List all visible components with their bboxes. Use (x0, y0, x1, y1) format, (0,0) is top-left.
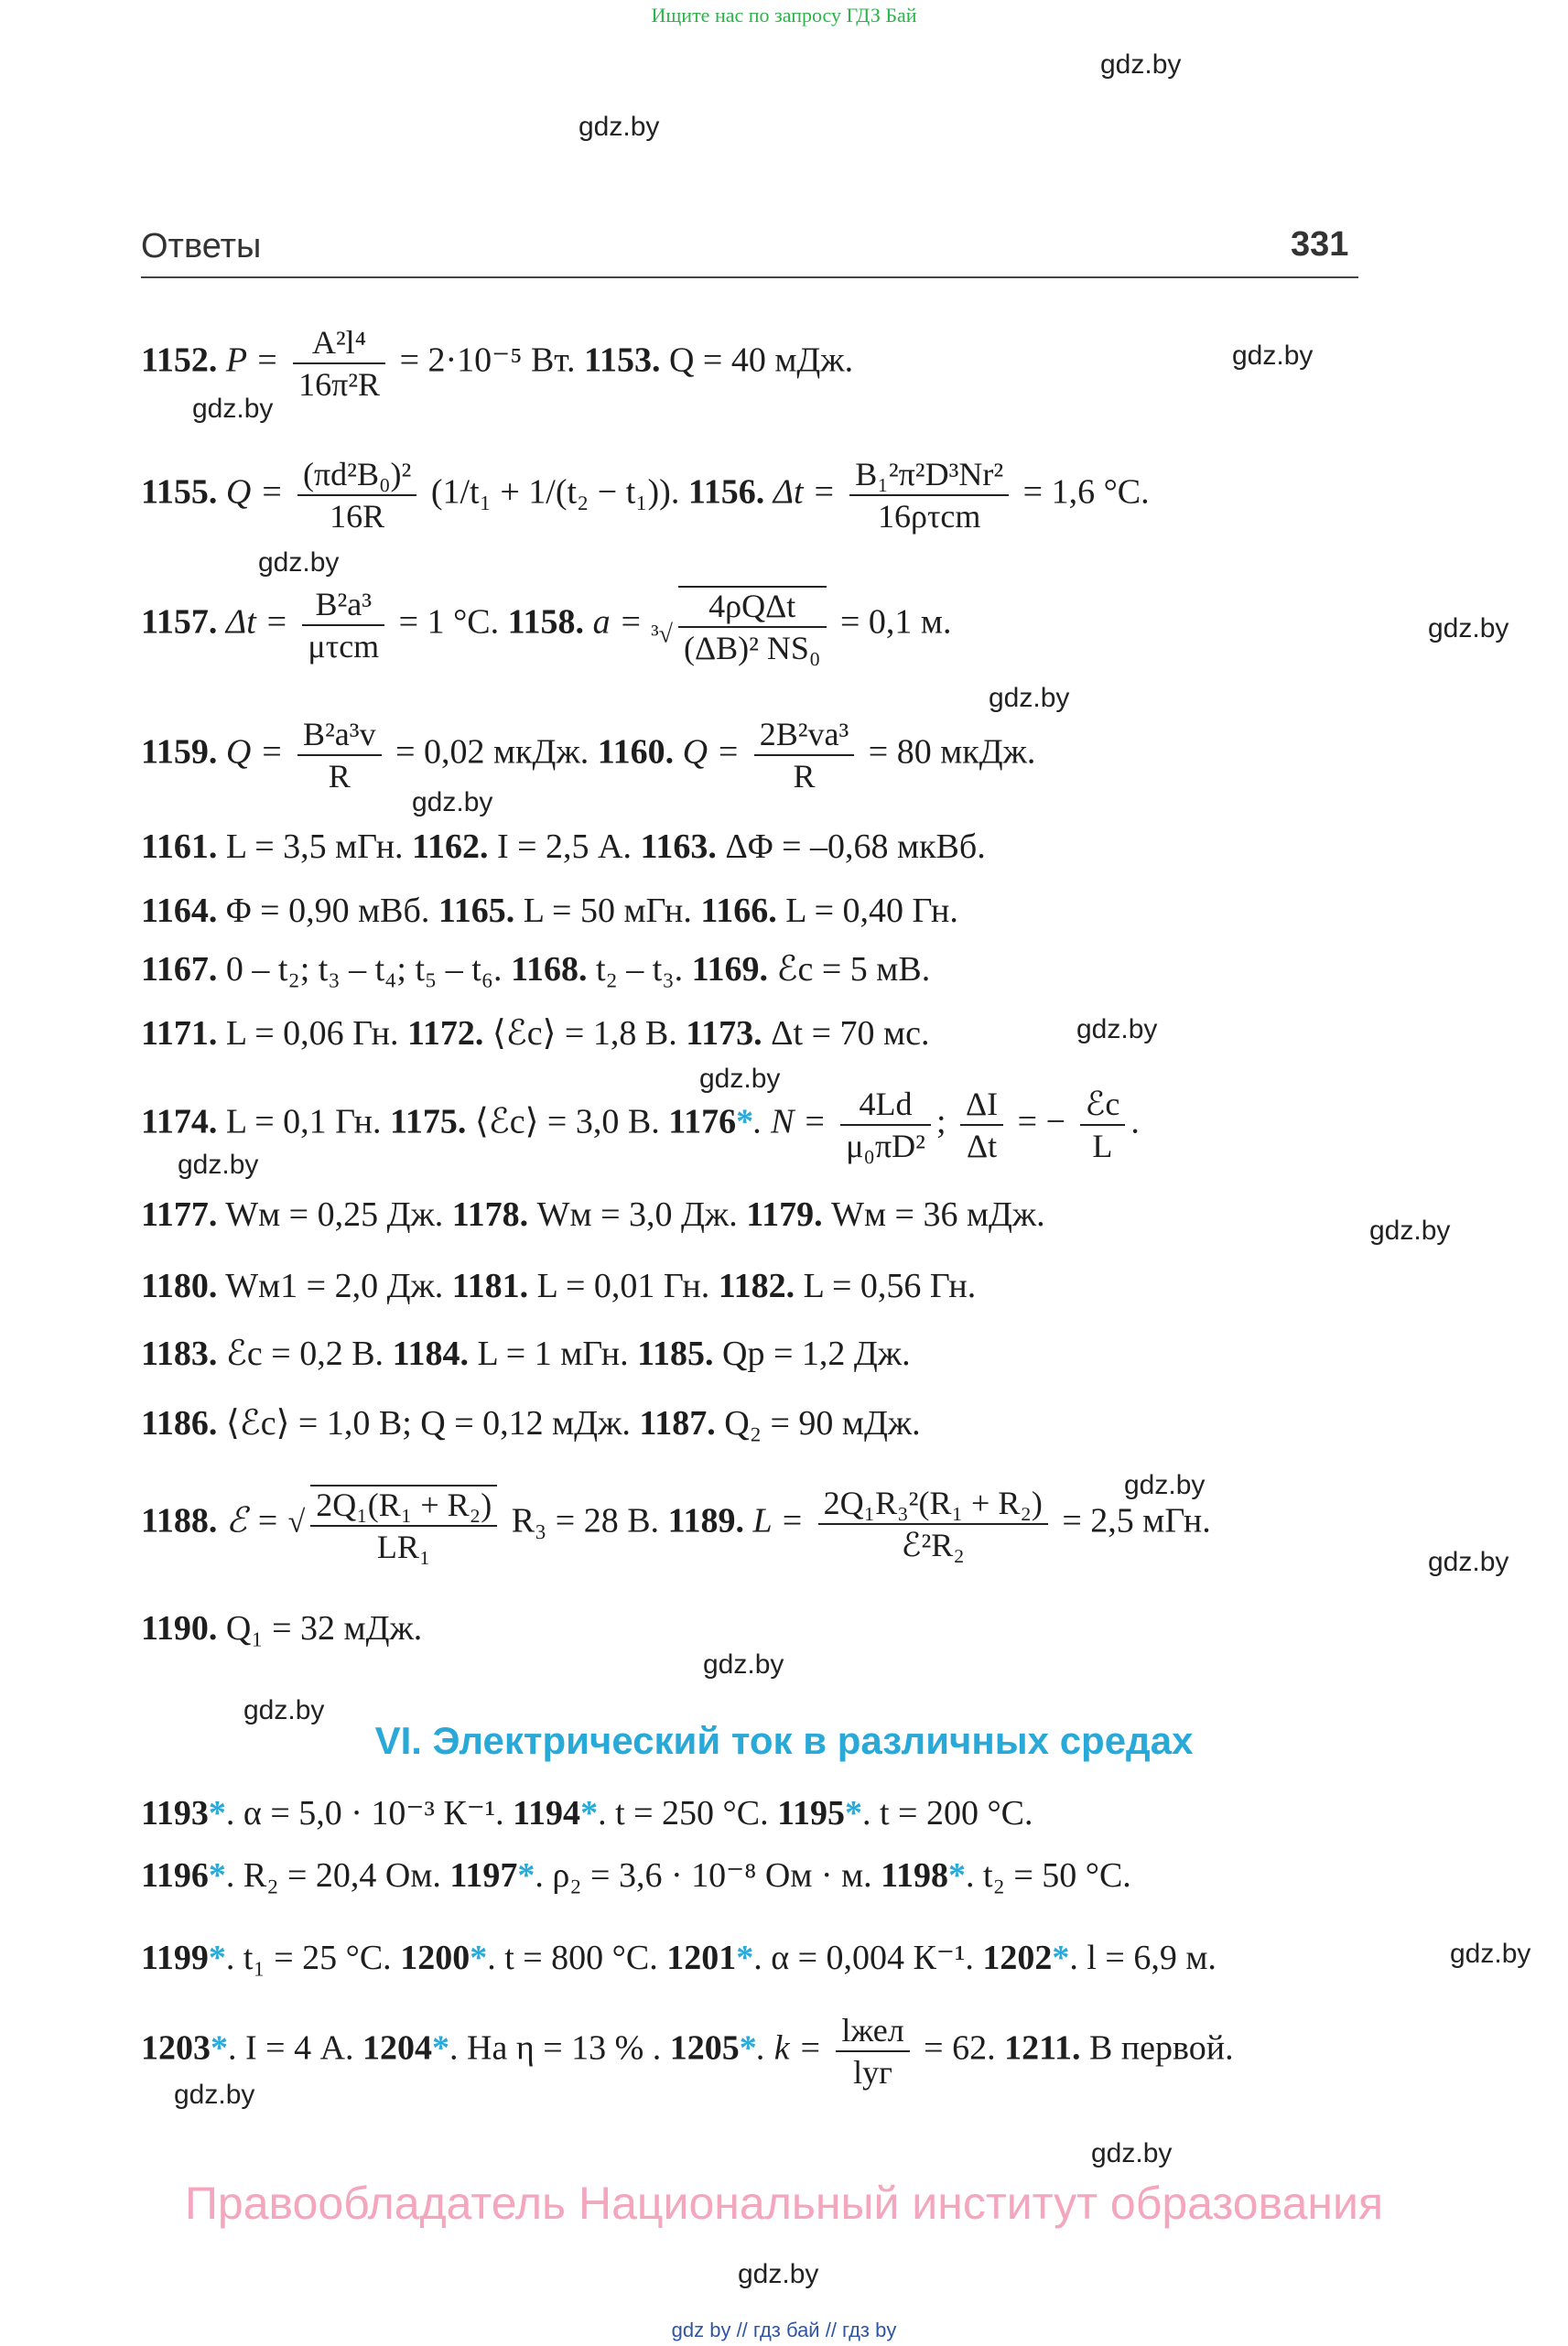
fraction: $\frac{\text{2Q₁R₃²(R₁ + R₂)}}{\text{ℰ²R₂}}$ (818, 1487, 1048, 1562)
formula-rhs: = 1 °C. (398, 602, 500, 642)
watermark: gdz.by (1428, 1547, 1509, 1577)
watermark: gdz.by (579, 112, 660, 142)
watermark: gdz.by (1100, 49, 1182, 80)
watermark: gdz.by (738, 2259, 819, 2289)
formula-lhs: a = (592, 602, 643, 642)
answer-line-1174: 1174. L = 0,1 Гн. 1175. ⟨ℰc⟩ = 3,0 В. 1176*. N = $\frac{4Ld}{\text{μ₀πD²}}$ ; $\frac{\Delta I}{\Delta t}$ = − $\frac{\text{ℰc}}{L}$ . (141, 1086, 1140, 1164)
answer-line-1155 (141, 458, 1150, 533)
watermark: gdz.by (1124, 1470, 1206, 1500)
watermark: gdz.by (412, 787, 493, 817)
watermark: gdz.by (178, 1150, 259, 1180)
fraction: $\frac{4Ld}{\text{μ₀πD²}}$ (840, 1087, 931, 1162)
watermark: gdz.by (703, 1649, 784, 1680)
answer-number: 1157. (141, 602, 218, 642)
answer-line-1167: 1167. 0 – t₂; t₃ – t₄; t₅ – t₆. 1168. t₂ – t₃. 1169. ℰc = 5 мВ. (141, 950, 931, 989)
formula-rhs: = 80 мкДж. (868, 732, 1036, 772)
fraction: $\frac{\text{B₁²π²D³Nr²}}{\text{16ρτcm}}$ (849, 458, 1009, 533)
answer-number: 1159. (141, 732, 218, 772)
root-fraction: $\frac{\text{4ρQΔt}}{\text{(ΔB)² NS₀}}$ (678, 586, 827, 665)
fraction: $\frac{\text{B²a³v}}{R}$ (297, 718, 382, 793)
answer-line-1171: 1171. L = 0,06 Гн. 1172. ⟨ℰc⟩ = 1,8 В. 1173. Δt = 70 мс. (141, 1014, 930, 1053)
watermark: gdz.by (243, 1695, 325, 1725)
formula-lhs: Q = (682, 732, 741, 772)
watermark: gdz.by (989, 683, 1070, 713)
formula-lhs: P = (225, 341, 279, 380)
watermark: gdz.by (258, 547, 340, 578)
page-header-title: Ответы (141, 227, 262, 265)
watermark: gdz.by (1091, 2138, 1173, 2168)
answer-text: Q = 40 мДж. (668, 341, 854, 380)
answer-number: 1158. (507, 602, 585, 642)
watermark: gdz.by (174, 2080, 255, 2110)
answer-line-1177: 1177. Wм = 0,25 Дж. 1178. Wм = 3,0 Дж. 1179. Wм = 36 мДж. (141, 1195, 1045, 1234)
formula-rhs: = 2·10⁻⁵ Вт. (399, 341, 576, 380)
rights-holder-notice: Правообладатель Национальный институт образования (184, 2178, 1384, 2229)
watermark: gdz.by (1076, 1014, 1158, 1044)
formula-rhs: = 0,1 м. (840, 602, 952, 642)
fraction: $\frac{\text{B²a³}}{\text{μτcm}}$ (302, 588, 384, 663)
formula-lhs: Δt = (225, 602, 288, 642)
answer-line-1180: 1180. Wм1 = 2,0 Дж. 1181. L = 0,01 Гн. 1182. L = 0,56 Гн. (141, 1267, 977, 1305)
formula-lhs: Q = (225, 732, 284, 772)
answer-line-1193: 1193*. α = 5,0 · 10⁻³ К⁻¹. 1194*. t = 250 °C. 1195*. t = 200 °C. (141, 1794, 1033, 1832)
answer-number: 1156. (687, 472, 765, 512)
answer-line-1157: 1157. Δt = $\frac{\text{B²a³}}{\text{μτcm}}$ = 1 °C. 1158. a = $_{^3√}$ $\frac{\text{4ρQΔt}}{\text{(ΔB)² NS₀}}$ = 0,1 м. (141, 586, 952, 666)
answer-line-1199: 1199*. t₁ = 25 °C. 1200*. t = 800 °C. 1201*. α = 0,004 К⁻¹. 1202*. l = 6,9 м. (141, 1939, 1217, 1977)
section-title: VI. Электрический ток в различных средах (374, 1719, 1194, 1762)
fraction: $\frac{\text{(πd²B₀)²}}{16R}$ (297, 458, 416, 533)
fraction: $\frac{\text{ℰc}}{L}$ (1080, 1087, 1126, 1162)
answer-line-1196: 1196*. R₂ = 20,4 Ом. 1197*. ρ₂ = 3,6 · 10⁻⁸ Ом · м. 1198*. t₂ = 50 °C. (141, 1856, 1131, 1895)
top-banner[interactable]: Ищите нас по запросу ГДЗ Бай (651, 4, 917, 27)
answer-number: 1152. (141, 341, 218, 380)
watermark: gdz.by (192, 394, 274, 424)
bottom-links[interactable]: gdz by // гдз бай // гдз by (671, 2319, 897, 2341)
answer-line-1203: 1203*. I = 4 А. 1204*. На η = 13 % . 1205*. k = $\frac{\text{lжел}}{\text{lуг}}$ = 62. 1211. В первой. (141, 2012, 1234, 2091)
fraction: $\frac{\text{lжел}}{\text{lуг}}$ (836, 2014, 909, 2089)
fraction: $\frac{\Delta I}{\Delta t}$ (960, 1087, 1003, 1162)
root-fraction: $\frac{\text{2Q₁(R₁ + R₂)}}{\text{LR₁}}$ (310, 1485, 497, 1563)
formula-rhs: = 0,02 мкДж. (395, 732, 589, 772)
watermark: gdz.by (1232, 341, 1314, 371)
answer-number: 1153. (584, 341, 661, 380)
answer-line-1190: 1190. Q₁ = 32 мДж. (141, 1609, 423, 1648)
fraction: $\frac{\text{A²l⁴}}{\text{16π²R}}$ (293, 326, 385, 401)
watermark: gdz.by (1369, 1216, 1451, 1246)
answer-line-1159 (141, 718, 1035, 793)
header-divider (141, 276, 1358, 278)
watermark: gdz.by (1450, 1939, 1531, 1969)
answer-number: 1155. (141, 472, 218, 512)
formula-lhs: Δt = (773, 472, 836, 512)
answer-line-1188: 1188. ℰ = √ $\frac{\text{2Q₁(R₁ + R₂)}}{\text{LR₁}}$ R₃ = 28 В. 1189. L = $\frac{\text{2Q₁R₃²(R₁ + R₂)}}{\text{ℰ²R₂}}$ = 2,5 мГн. (141, 1485, 1211, 1565)
formula-lhs: Q = (225, 472, 284, 512)
answer-line-1164: 1164. Φ = 0,90 мВб. 1165. L = 50 мГн. 1166. L = 0,40 Гн. (141, 892, 958, 930)
formula-rhs: (1/t₁ + 1/(t₂ − t₁)). (430, 472, 680, 512)
answer-line-1186: 1186. ⟨ℰc⟩ = 1,0 В; Q = 0,12 мДж. 1187. Q₂ = 90 мДж. (141, 1404, 921, 1443)
star-marker: * (736, 1102, 754, 1141)
answer-line-1161: 1161. L = 3,5 мГн. 1162. I = 2,5 А. 1163. ΔΦ = –0,68 мкВб. (141, 827, 986, 866)
fraction: $\frac{\text{2B²va³}}{R}$ (754, 718, 855, 793)
page-number: 331 (1291, 225, 1349, 264)
answer-line-1183: 1183. ℰc = 0,2 В. 1184. L = 1 мГн. 1185. Qр = 1,2 Дж. (141, 1335, 911, 1373)
watermark: gdz.by (699, 1064, 781, 1094)
answer-line-1152 (141, 326, 853, 401)
formula-rhs: = 1,6 °C. (1022, 472, 1150, 512)
answer-number: 1160. (597, 732, 675, 772)
watermark: gdz.by (1428, 613, 1509, 643)
